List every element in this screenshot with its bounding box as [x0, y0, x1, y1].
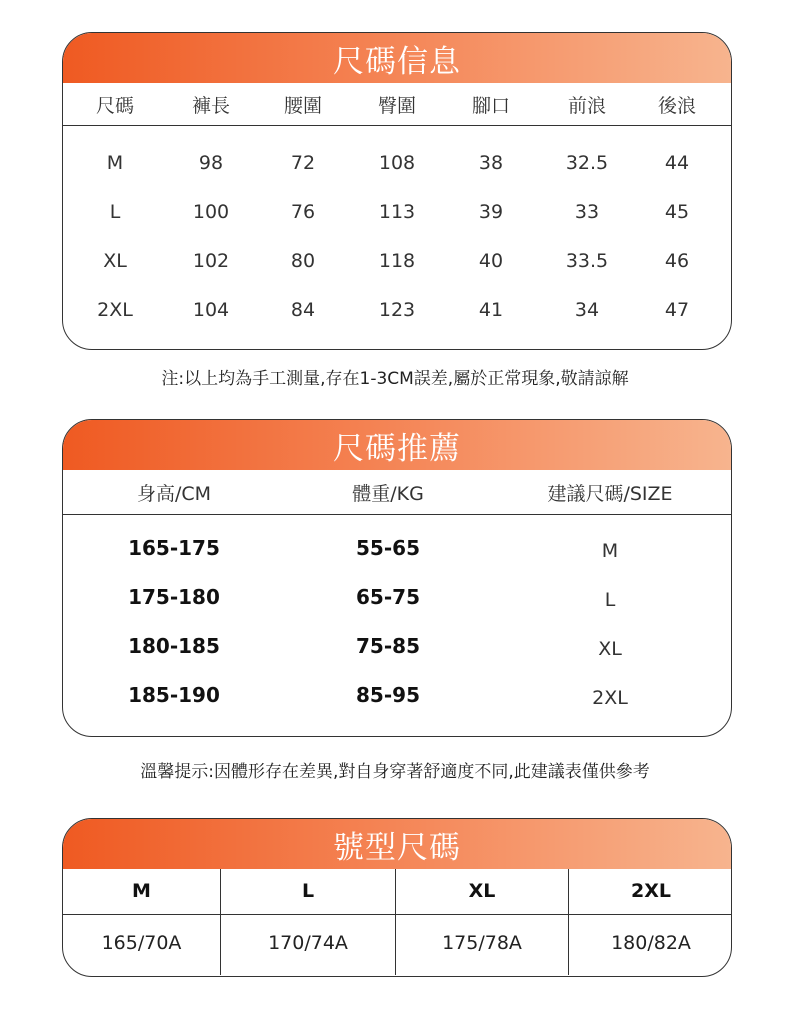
recommend-header — [63, 470, 731, 515]
table-cell: 55-65 — [356, 535, 420, 560]
table-cell: 2XL — [592, 686, 628, 709]
header-back-rise: 後浪 — [657, 94, 696, 117]
table-cell: 102 — [192, 249, 230, 272]
size-info-card — [62, 32, 732, 350]
header-hip: 臀圍 — [377, 94, 416, 117]
table-cell: 76 — [290, 200, 316, 223]
table-cell: 40 — [478, 249, 504, 272]
table-cell: 34 — [574, 298, 600, 321]
table-row — [63, 187, 731, 236]
table-row — [63, 138, 731, 187]
table-row — [63, 621, 731, 670]
table-cell: 38 — [478, 151, 504, 174]
recommend-card — [62, 419, 732, 737]
header-2xl: 2XL — [631, 880, 671, 902]
table-cell: 46 — [664, 249, 690, 272]
header-l: L — [221, 869, 396, 914]
header-leg-opening: 腳口 — [471, 94, 510, 117]
table-cell: XL — [103, 249, 127, 272]
measurement-note: 注:以上均為手工測量,存在1-3CM誤差,屬於正常現象,敬請諒解 — [161, 369, 629, 389]
header-m: M — [63, 869, 221, 914]
reference-note: 溫馨提示:因體形存在差異,對自身穿著舒適度不同,此建議表僅供參考 — [140, 762, 650, 782]
table-cell: 170/74A — [221, 915, 396, 975]
table-row — [63, 236, 731, 285]
table-cell: 80 — [290, 249, 316, 272]
size-info-header — [63, 83, 731, 126]
table-cell: XL — [598, 637, 622, 660]
table-cell: M — [601, 539, 619, 562]
table-cell: M — [106, 151, 124, 174]
model-size-values — [63, 915, 731, 975]
table-cell: 45 — [664, 200, 690, 223]
table-cell: 180-185 — [128, 633, 220, 658]
table-cell: 2XL — [97, 298, 133, 321]
size-info-body — [63, 126, 731, 334]
table-cell: 85-95 — [356, 682, 420, 707]
header-waist: 腰圍 — [283, 94, 322, 117]
header-height: 身高/CM — [136, 482, 212, 505]
model-size-header — [63, 869, 731, 915]
recommend-body — [63, 515, 731, 719]
table-cell: 185-190 — [128, 682, 220, 707]
table-cell: L — [604, 588, 616, 611]
table-cell: 100 — [192, 200, 230, 223]
table-cell: 113 — [378, 200, 416, 223]
table-cell: 123 — [378, 298, 416, 321]
size-info-title: 尺碼信息 — [63, 33, 731, 83]
table-cell: 33 — [574, 200, 600, 223]
recommend-title: 尺碼推薦 — [63, 420, 731, 470]
table-cell: 175-180 — [128, 584, 220, 609]
table-cell: 47 — [664, 298, 690, 321]
table-cell: 118 — [378, 249, 416, 272]
table-row — [63, 572, 731, 621]
header-front-rise: 前浪 — [567, 94, 606, 117]
header-pants-length: 褲長 — [191, 94, 230, 117]
table-cell: 104 — [192, 298, 230, 321]
table-cell: 165-175 — [128, 535, 220, 560]
table-cell: 98 — [198, 151, 224, 174]
header-weight: 體重/KG — [352, 482, 424, 505]
table-cell: 44 — [664, 151, 690, 174]
table-cell: 72 — [290, 151, 316, 174]
table-cell: 33.5 — [565, 249, 609, 272]
table-cell: 65-75 — [356, 584, 420, 609]
table-row — [63, 670, 731, 719]
table-cell: 108 — [378, 151, 416, 174]
table-cell: 165/70A — [63, 915, 221, 975]
table-cell: L — [109, 200, 121, 223]
table-cell: 41 — [478, 298, 504, 321]
header-xl: XL — [396, 869, 569, 914]
table-cell: 84 — [290, 298, 316, 321]
model-size-card — [62, 818, 732, 977]
table-cell: 75-85 — [356, 633, 420, 658]
table-cell: 32.5 — [565, 151, 609, 174]
table-cell: 180/82A — [611, 932, 691, 954]
header-suggested-size: 建議尺碼/SIZE — [547, 482, 673, 505]
table-row — [63, 285, 731, 334]
table-cell: 39 — [478, 200, 504, 223]
table-cell: 175/78A — [396, 915, 569, 975]
model-size-title: 號型尺碼 — [63, 819, 731, 869]
table-row — [63, 523, 731, 572]
header-size: 尺碼 — [95, 94, 134, 117]
